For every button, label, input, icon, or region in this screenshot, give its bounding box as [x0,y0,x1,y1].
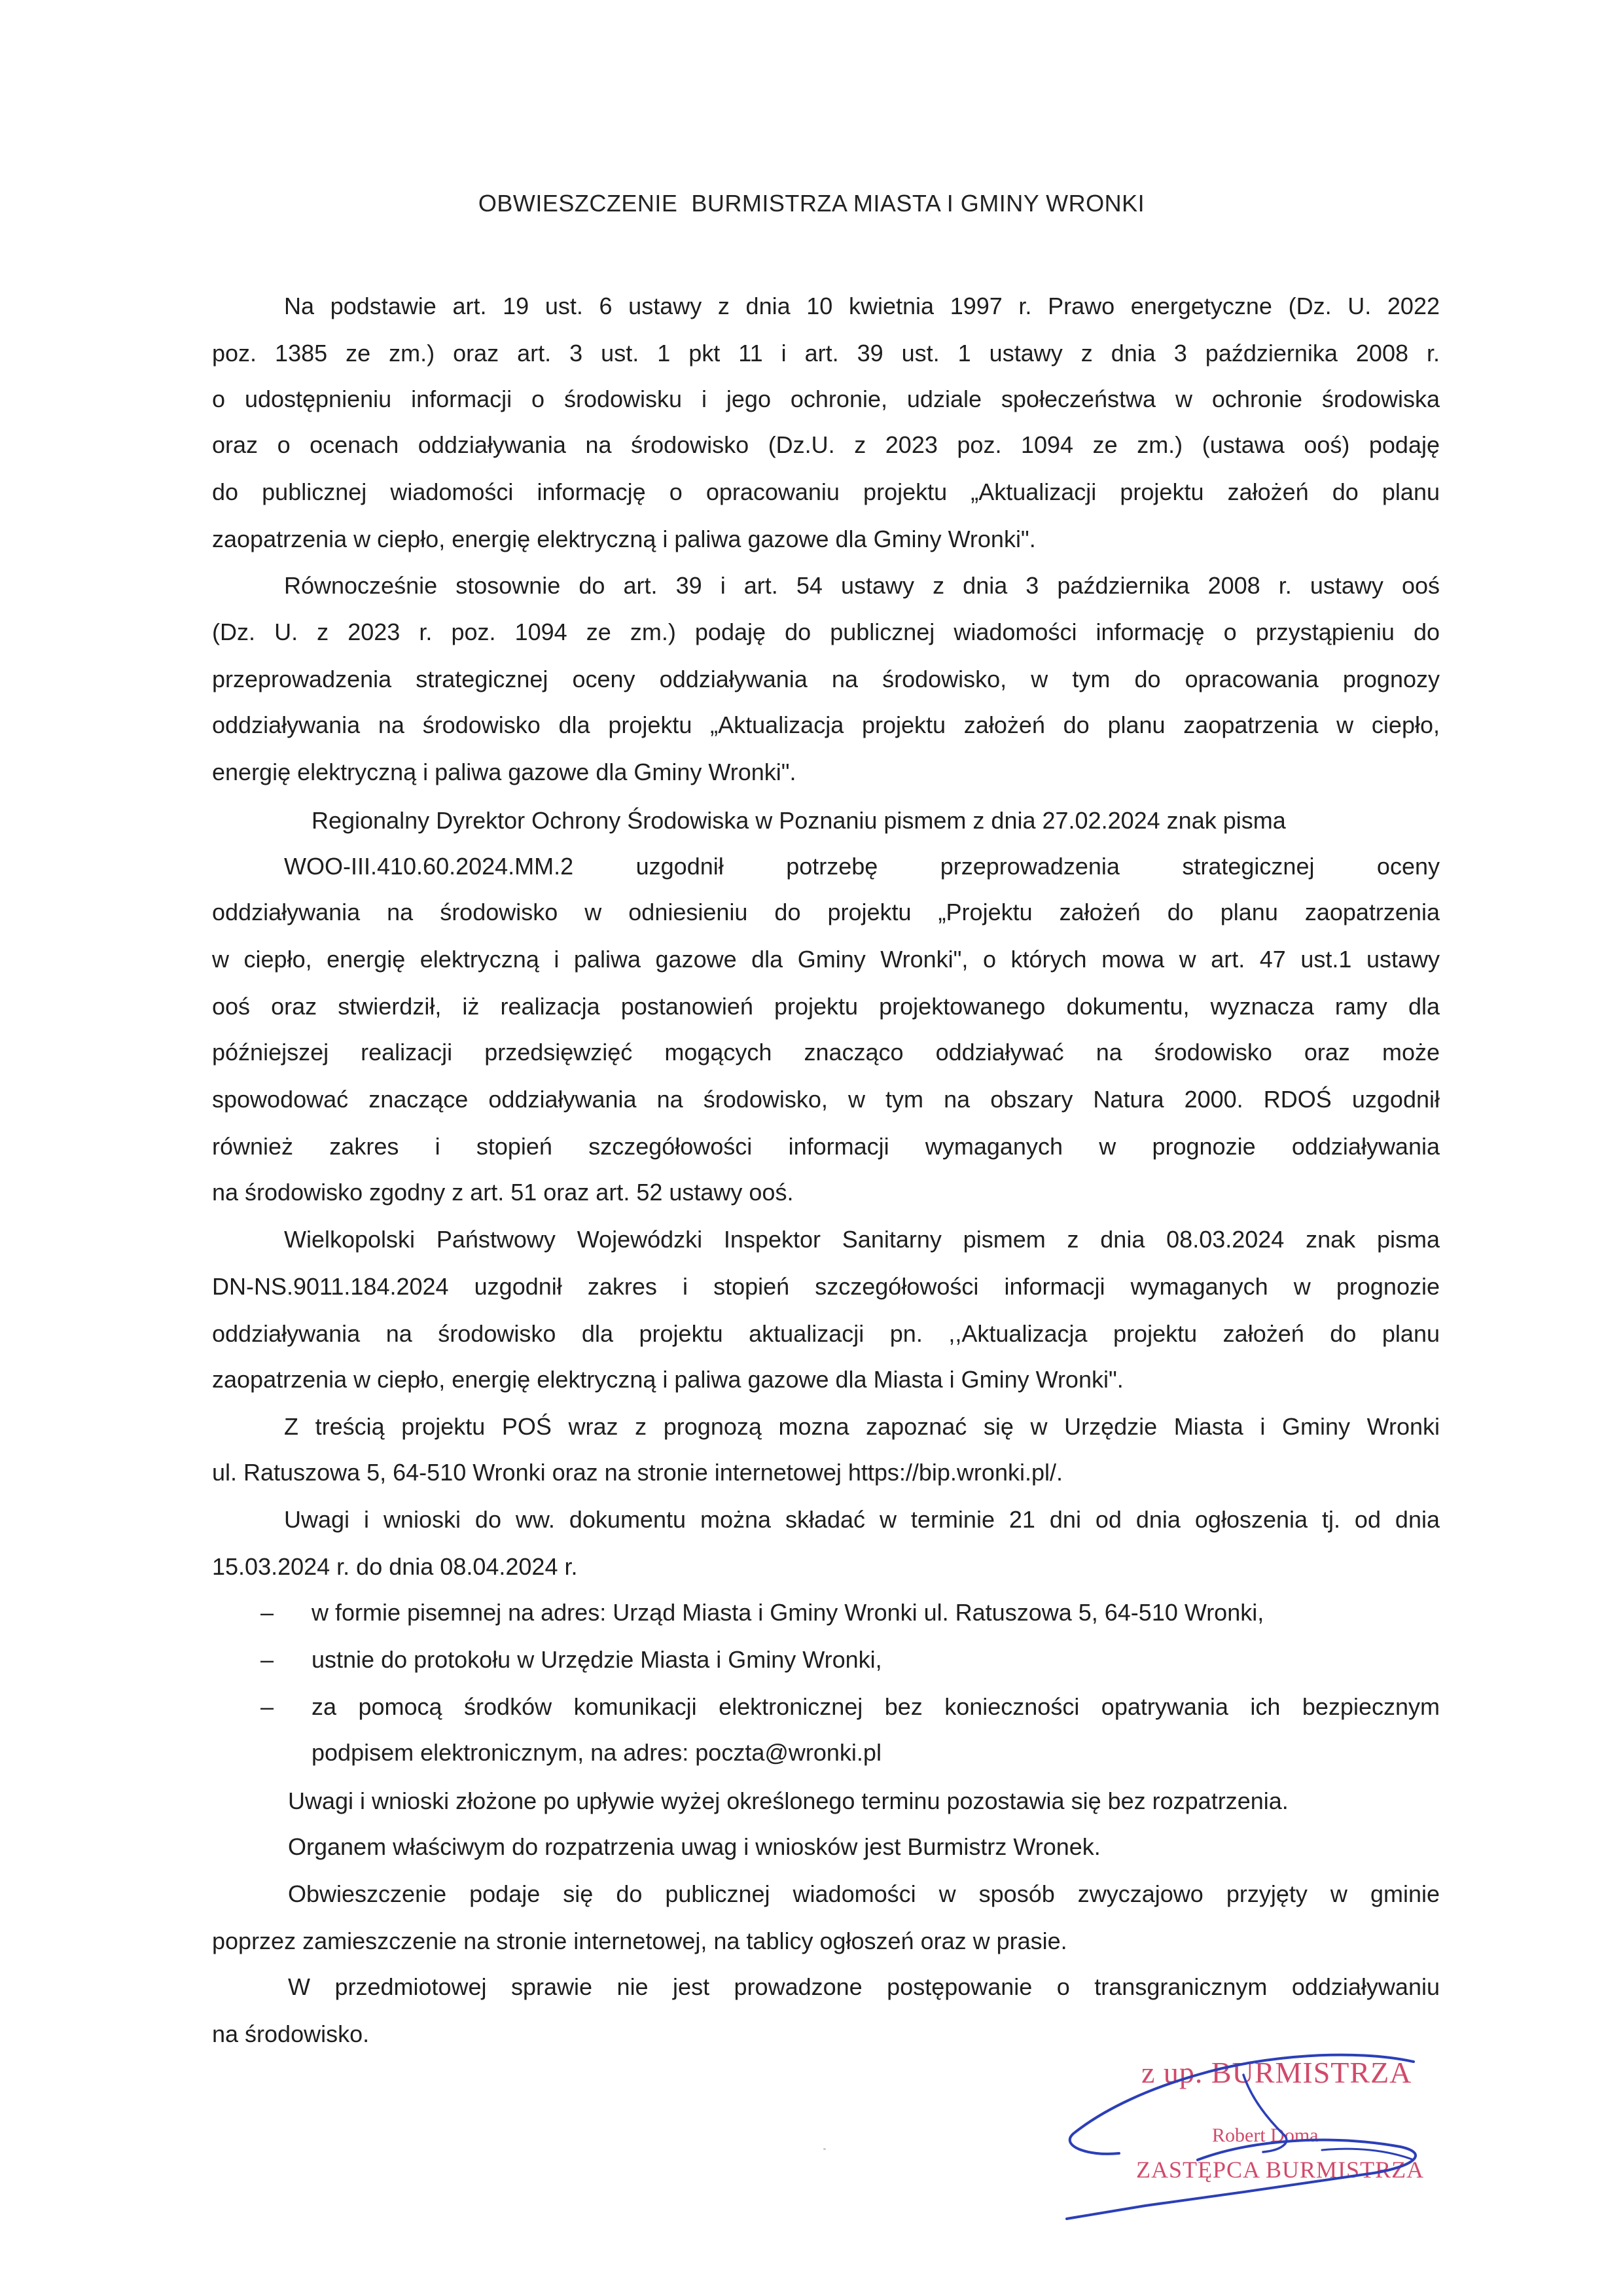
list-item-2: ustnie do protokołu w Urzędzie Miasta i Gminy Wronki, [312,1646,882,1673]
paragraph-3-line-9: na środowisko zgodny z art. 51 oraz art. 52 ustawy ooś. [212,1179,794,1206]
handwritten-signature [1047,2036,1453,2232]
paragraph-10-line-2: na środowisko. [212,2020,370,2047]
paragraph-2-line-1: Równocześnie stosownie do art. 39 i art. 54 ustawy z dnia 3 października 2008 r. ustawy ooś [284,572,1440,599]
paragraph-4-line-2: DN-NS.9011.184.2024 uzgodnił zakres i stopień szczegółowości informacji wymaganych w prognozie [212,1273,1440,1300]
paragraph-1-line-2: poz. 1385 ze zm.) oraz art. 3 ust. 1 pkt 11 i art. 39 ust. 1 ustawy z dnia 3 października 2008 r. [212,340,1440,367]
paragraph-1-line-1: Na podstawie art. 19 ust. 6 ustawy z dnia 10 kwietnia 1997 r. Prawo energetyczne (Dz. U. 2022 [284,293,1440,319]
list-bullet-2: – [260,1646,274,1673]
paragraph-9-line-2: poprzez zamieszczenie na stronie internetowej, na tablicy ogłoszeń oraz w prasie. [212,1928,1067,1954]
paragraph-3-line-2: WOO-III.410.60.2024.MM.2 uzgodnił potrzebę przeprowadzenia strategicznej oceny [284,853,1440,880]
paragraph-3-line-8: również zakres i stopień szczegółowości informacji wymaganych w prognozie oddziaływania [212,1133,1440,1160]
paragraph-6-line-1: Uwagi i wnioski do ww. dokumentu można składać w terminie 21 dni od dnia ogłoszenia tj. od dnia [284,1506,1440,1533]
paragraph-5-line-1: Z treścią projektu POŚ wraz z prognozą mozna zapoznać się w Urzędzie Miasta i Gminy Wronki [284,1413,1440,1440]
paragraph-2-line-5: energię elektryczną i paliwa gazowe dla Gminy Wronki". [212,759,796,785]
document-title: OBWIESZCZENIE BURMISTRZA MIASTA I GMINY WRONKI [478,190,1145,217]
paragraph-3-line-6: późniejszej realizacji przedsięwzięć mogących znacząco oddziaływać na środowisko oraz może [212,1039,1440,1066]
paragraph-3-line-5: ooś oraz stwierdził, iż realizacja postanowień projektu projektowanego dokumentu, wyznacza ramy dla [212,993,1440,1020]
paragraph-4-line-1: Wielkopolski Państwowy Wojewódzki Inspektor Sanitarny pismem z dnia 08.03.2024 znak pisma [284,1226,1440,1253]
list-item-3-continued: podpisem elektronicznym, na adres: poczta@wronki.pl [312,1739,882,1766]
paragraph-9-line-1: Obwieszczenie podaje się do publicznej wiadomości w sposób zwyczajowo przyjęty w gminie [288,1880,1440,1907]
list-bullet-1: – [260,1599,274,1626]
paragraph-4-line-3: oddziaływania na środowisko dla projektu aktualizacji pn. ,,Aktualizacja projektu założeń do planu [212,1320,1440,1347]
paragraph-7: Uwagi i wnioski złożone po upływie wyżej określonego terminu pozostawia się bez rozpatrzenia. [288,1787,1289,1814]
stamp-position: ZASTĘPCA BURMISTRZA [1136,2157,1425,2183]
paragraph-2-line-3: przeprowadzenia strategicznej oceny oddziaływania na środowisko, w tym do opracowania prognozy [212,666,1440,692]
list-item-1: w formie pisemnej na adres: Urząd Miasta i Gminy Wronki ul. Ratuszowa 5, 64-510 Wronki, [312,1599,1264,1626]
paragraph-8: Organem właściwym do rozpatrzenia uwag i wniosków jest Burmistrz Wronek. [288,1833,1101,1860]
scan-speck [823,2148,826,2150]
paragraph-2-line-2: (Dz. U. z 2023 r. poz. 1094 ze zm.) podaję do publicznej wiadomości informację o przystąpieniu do [212,619,1440,645]
list-bullet-3: – [260,1693,274,1720]
paragraph-3-line-3: oddziaływania na środowisko w odniesieniu do projektu „Projektu założeń do planu zaopatrzenia [212,899,1440,925]
paragraph-3-line-1: Regionalny Dyrektor Ochrony Środowiska w Poznaniu pismem z dnia 27.02.2024 znak pisma [312,807,1286,834]
stamp-title: z up. BURMISTRZA [1141,2056,1412,2089]
paragraph-1-line-3: o udostępnieniu informacji o środowisku i jego ochronie, udziale społeczeństwa w ochronie środowiska [212,386,1440,412]
paragraph-1-line-5: do publicznej wiadomości informację o opracowaniu projektu „Aktualizacji projektu założeń do planu [212,478,1440,505]
paragraph-4-line-4: zaopatrzenia w ciepło, energię elektryczną i paliwa gazowe dla Miasta i Gminy Wronki". [212,1366,1124,1393]
paragraph-2-line-4: oddziaływania na środowisko dla projektu „Aktualizacja projektu założeń do planu zaopatrzenia w ciepło, [212,711,1440,738]
list-item-3: za pomocą środków komunikacji elektronicznej bez konieczności opatrywania ich bezpiecznym [312,1693,1440,1720]
paragraph-10-line-1: W przedmiotowej sprawie nie jest prowadzone postępowanie o transgranicznym oddziaływaniu [288,1973,1440,2000]
paragraph-6-line-2: 15.03.2024 r. do dnia 08.04.2024 r. [212,1553,578,1580]
stamp-name: Robert Doma [1212,2125,1319,2146]
paragraph-5-line-2: ul. Ratuszowa 5, 64-510 Wronki oraz na stronie internetowej https://bip.wronki.pl/. [212,1459,1063,1486]
paragraph-1-line-6: zaopatrzenia w ciepło, energię elektryczną i paliwa gazowe dla Gminy Wronki". [212,526,1036,552]
paragraph-3-line-7: spowodować znaczące oddziaływania na środowisko, w tym na obszary Natura 2000. RDOŚ uzgodnił [212,1086,1440,1113]
paragraph-3-line-4: w ciepło, energię elektryczną i paliwa gazowe dla Gminy Wronki", o których mowa w art. 47 ust.1 ustawy [212,946,1440,973]
paragraph-1-line-4: oraz o ocenach oddziaływania na środowisko (Dz.U. z 2023 poz. 1094 ze zm.) (ustawa ooś) podaję [212,431,1440,458]
